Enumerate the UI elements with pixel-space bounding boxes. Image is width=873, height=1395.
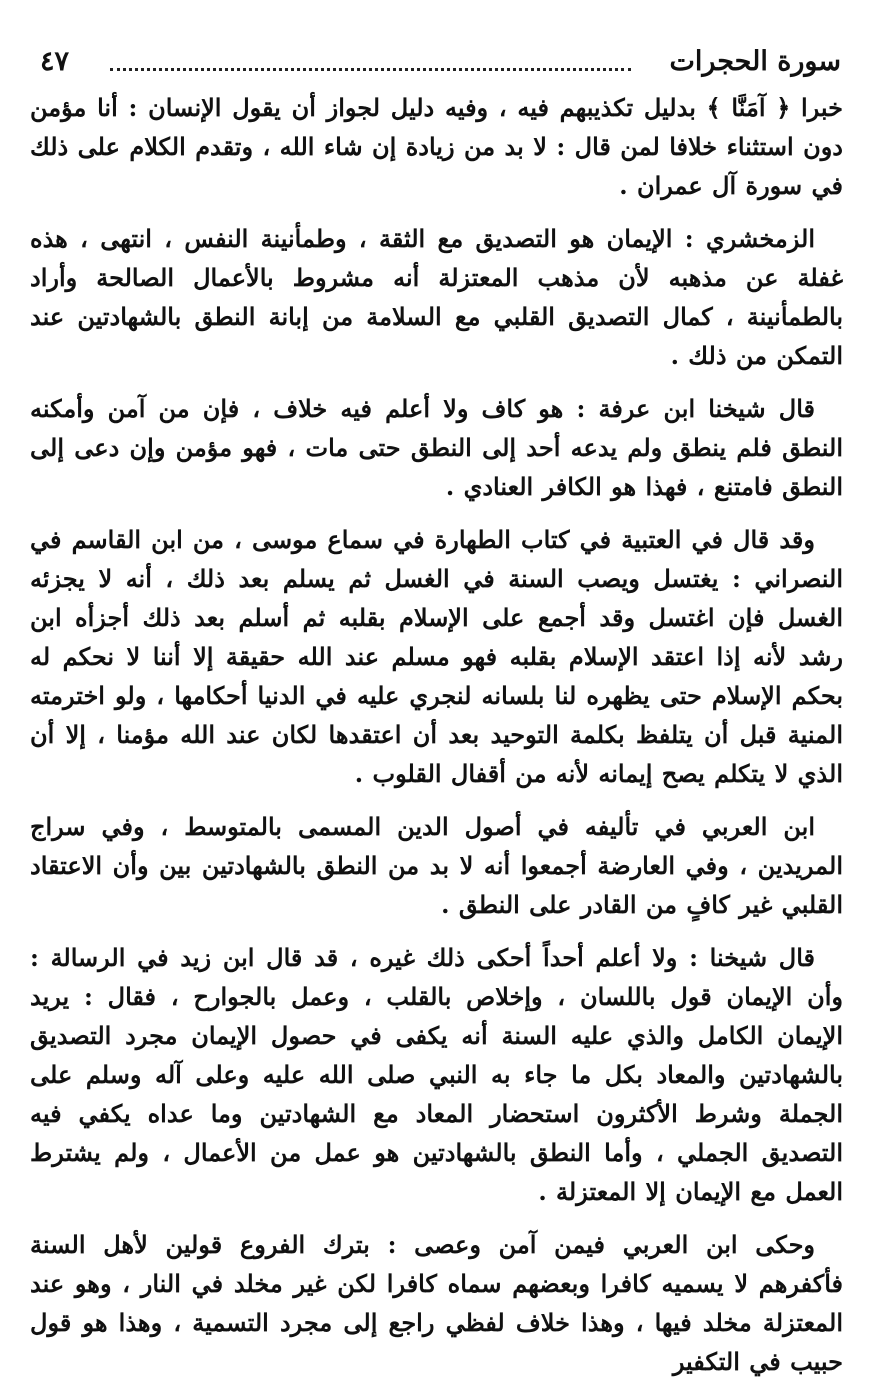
paragraph: خبرا ﴿ آمَنَّا ﴾ بدليل تكذيبهم فيه ، وفيه دليل لجواز أن يقول الإنسان : أنا مؤمن دون استثناء خلافا لمن قال : لا بد من زيادة إن شاء الله ، وتقدم الكلام على ذلك في سورة آل عمران . [30, 93, 843, 200]
page-header [30, 40, 843, 84]
page-number: ٤٧ [40, 46, 70, 77]
paragraph: الزمخشري : الإيمان هو التصديق مع الثقة ، وطمأنينة النفس ، انتهى ، هذه غفلة عن مذهبه لأن مذهب المعتزلة أنه مشروط بالأعمال الصالحة وأراد بالطمأنينة ، كمال التصديق القلبي مع السلامة من إبانة النطق بالشهادتين عند التمكن من ذلك . [30, 224, 843, 370]
surah-title: سورة الحجرات [669, 46, 841, 77]
paragraph: قال شيخنا ابن عرفة : هو كاف ولا أعلم فيه خلاف ، فإن من آمن وأمكنه النطق فلم ينطق ولم يدعه أحد إلى النطق حتى مات ، فهو مؤمن وإن دعى إلى النطق فامتنع ، فهذا هو الكافر العنادي . [30, 394, 843, 501]
header-dotted-leader [110, 68, 631, 71]
paragraph: قال شيخنا : ولا أعلم أحداً أحكى ذلك غيره ، قد قال ابن زيد في الرسالة : وأن الإيمان قول باللسان ، وإخلاص بالقلب ، وعمل بالجوارح ، فقال : يريد الإيمان الكامل والذي عليه السنة أنه يكفى في حصول الإيمان مجرد التصديق بالشهادتين والمعاد بكل ما جاء به النبي صلى الله عليه وعلى آله وسلم على الجملة وشرط الأكثرون استحضار المعاد مع الشهادتين وما عداه يكفي فيه التصديق الجملي ، وأما النطق بالشهادتين هو عمل من الأعمال ، ولم يشترط العمل مع الإيمان إلا المعتزلة . [30, 943, 843, 1206]
paragraph: وقد قال في العتبية في كتاب الطهارة في سماع موسى ، من ابن القاسم في النصراني : يغتسل ويصب السنة في الغسل ثم يسلم بعد ذلك ، أنه لا يجزئه الغسل فإن اغتسل وقد أجمع على الإسلام بقلبه ثم أسلم بعد ذلك أجزأه ابن رشد لأنه إذا اعتقد الإسلام بقلبه فهو مسلم عند الله حقيقة إلا أننا لا نحكم له بحكم الإسلام حتى يظهره لنا بلسانه لنجري عليه في الدنيا أحكامها ، ولو اخترمته المنية قبل أن يتلفظ بكلمة التوحيد بعد أن اعتقدها لكان عند الله مؤمنا ، إلا أن الذي لا يتكلم يصح إيمانه لأنه من أقفال القلوب . [30, 525, 844, 788]
book-page [30, 40, 843, 1395]
paragraph: ابن العربي في تأليفه في أصول الدين المسمى بالمتوسط ، وفي سراج المريدين ، وفي العارضة أجمعوا أنه لا بد من النطق بالشهادتين بين وأن الاعتقاد القلبي غير كافٍ من القادر على النطق . [30, 812, 843, 919]
page-body [30, 88, 843, 1381]
paragraph: وحكى ابن العربي فيمن آمن وعصى : بترك الفروع قولين لأهل السنة فأكفرهم لا يسميه كافرا وبعضهم سماه كافرا لكن غير مخلد في النار ، وهو عند المعتزلة مخلد فيها ، وهذا خلاف لفظي راجع إلى مجرد التسمية ، وهذا هو قول حبيب في التكفير [30, 1230, 844, 1376]
